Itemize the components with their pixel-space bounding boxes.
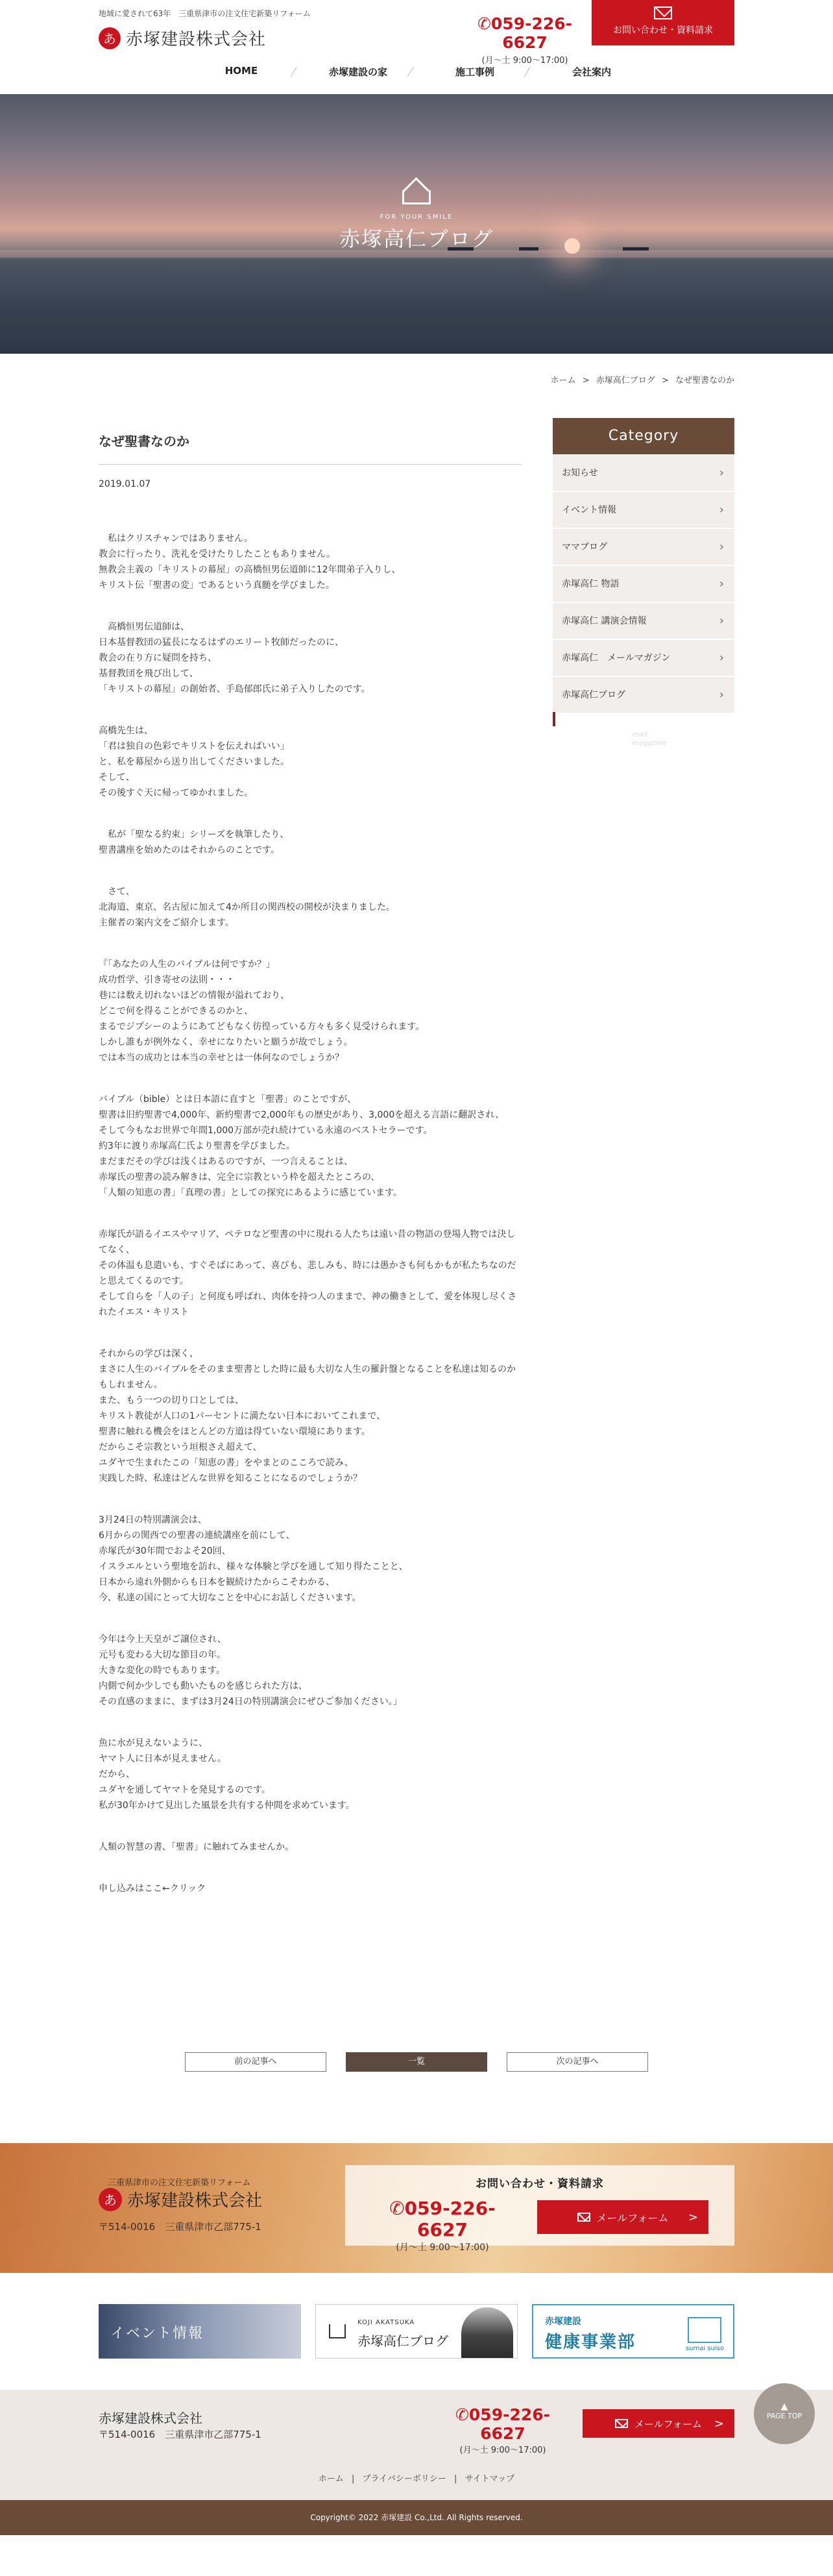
footer-link-privacy[interactable]: プライバシーポリシー (362, 2474, 446, 2484)
footer-phone[interactable] (441, 2405, 564, 2455)
page-top-button[interactable] (754, 2383, 815, 2444)
banner-small-text: mail magazine (632, 730, 667, 747)
breadcrumb-separator: > (582, 376, 590, 386)
article-paragraph: 私はクリスチャンではありません。 教会に行ったり、洗礼を受けたりしたこともありません。 無教会主義の「キリストの幕屋」の高橋恒男伝道師に12年間弟子入りし、 キリスト伝「聖書の変」であるという真髄を学びました。 (99, 534, 401, 591)
business-hours: (月〜土 9:00〜17:00) (396, 2242, 489, 2253)
contact-band-logo[interactable] (99, 2187, 262, 2211)
copyright: Copyright© 2022 赤塚建設 Co.,Ltd. All Rights reserved. (0, 2500, 833, 2535)
category-item-news[interactable]: お知らせ › (553, 455, 734, 491)
nav-house[interactable]: 赤塚建設の家 (300, 65, 416, 79)
header-tagline: 地域に愛されて63年 三重県津市の注文住宅新築リフォーム (99, 9, 311, 18)
health-banner-title: 健康事業部 (545, 2333, 636, 2352)
blog-banner-small: KOJI AKATSUKA (357, 2319, 415, 2326)
blog-banner-title: 赤塚高仁ブログ (357, 2333, 448, 2349)
main-content (99, 418, 734, 1922)
category-heading: Category (553, 418, 734, 454)
company-name: 赤塚建設株式会社 (127, 2191, 263, 2211)
sidebar (553, 418, 734, 1922)
logo-mark-icon: あ (99, 27, 121, 49)
mail-icon (615, 2419, 628, 2428)
logo-mark-icon: あ (99, 2188, 122, 2211)
article-paragraph: さて、 北海道、東京、名古屋に加えて4か所目の関西校の開校が決まりました。 主催者の案内文をご紹介します。 (99, 887, 395, 928)
article-body (99, 531, 522, 1896)
mail-form-button[interactable] (537, 2200, 708, 2234)
mail-form-label: メールフォーム (634, 2418, 702, 2430)
health-banner-brand: sumai suiso (685, 2345, 724, 2352)
health-banner[interactable] (532, 2304, 734, 2359)
phone-number: 059-226-6627 (468, 2405, 551, 2443)
breadcrumb-current: なぜ聖書なのか (675, 376, 734, 386)
nav-company[interactable]: 会社案内 (533, 65, 650, 79)
phone-number: 059-226-6627 (404, 2198, 496, 2240)
blog-banner[interactable] (315, 2304, 518, 2359)
category-item-mama-blog[interactable]: ママブログ › (553, 529, 734, 565)
phone-icon: ✆ (477, 14, 491, 33)
category-item-story[interactable]: 赤塚高仁 物語 › (553, 566, 734, 602)
category-item-blog[interactable]: 赤塚高仁ブログ › (553, 677, 734, 713)
house-icon (402, 190, 431, 204)
next-article-button[interactable]: 次の記事へ (507, 2052, 648, 2072)
mail-magazine-banner[interactable] (553, 712, 667, 948)
article-title: なぜ聖書なのか (99, 418, 522, 465)
company-address: 〒514-0016 三重県津市乙部775-1 (99, 2221, 261, 2233)
article-paragraph: 赤塚氏が語るイエスやマリア、ペテロなど聖書の中に現れる人たちは遠い昔の物語の登場人物では決してなく、 その体温も息遣いも、すぐそばにあって、喜びも、悲しみも、時には愚かさも何もかもが私たちなのだと思えてくるのです。 そして自らを「人の子」と何度も呼ばれ、肉体を持つ人のままで、神の働きとして、愛を体現し尽くされたイエス・キリスト (99, 1229, 517, 1318)
article-paragraph: 今年は今上天皇がご譲位され、 元号も変わる大切な節目の年。 大きな変化の時でもあります。 内側で何か少しでも動いたものを感じられた方は、 その直感のままに、まずは3月24日の特別講演会にぜひご参加ください。」 (99, 1634, 402, 1707)
apply-link[interactable]: 申し込みはここ←クリック (99, 1883, 206, 1894)
footer-link-separator: | (352, 2474, 355, 2484)
phone-icon: ✆ (455, 2405, 469, 2424)
prev-article-button[interactable]: 前の記事へ (185, 2052, 326, 2072)
category-item-mail-magazine[interactable]: 赤塚高仁 メールマガジン › (553, 640, 734, 676)
article (99, 418, 522, 1922)
business-hours: (月〜土 9:00〜17:00) (481, 56, 568, 66)
phone-number: 059-226-6627 (490, 14, 573, 52)
article-paragraph: 私が「聖なる約束」シリーズを執筆したり、 聖書講座を始めたのはそれからのことです。 (99, 829, 289, 855)
page-top-label: PAGE TOP (766, 2412, 803, 2420)
site-footer (0, 2390, 833, 2500)
site-logo[interactable] (99, 26, 266, 50)
breadcrumb-separator: > (661, 376, 669, 386)
company-name: 赤塚建設株式会社 (126, 30, 267, 49)
article-paragraph: 高橋先生は、 「君は独自の色彩でキリストを伝えればいい」 と、私を幕屋から送り出してくださいました。 そして、 その後すぐ天に帰ってゆかれました。 (99, 726, 289, 798)
banner-title: 赤塚高仁 メールマガジン (564, 744, 578, 948)
breadcrumb-home[interactable]: ホーム (550, 376, 576, 386)
contact-band-tagline: 三重県津市の注文住宅新築リフォーム (108, 2178, 251, 2188)
hero-banner (0, 94, 833, 354)
list-button[interactable]: 一覧 (346, 2052, 487, 2072)
footer-mail-form-button[interactable] (583, 2409, 734, 2438)
article-paragraph: 『「あなたの人生のバイブルは何ですか？」 成功哲学、引き寄せの法則・・・ 巷には数え切れないほどの情報が溢れており、 どこで何を得ることができるのかと、 まるでジプシーのようにあてどもなく彷徨っている方々も多く見受けられます。 しかし誰もが例外なく、幸せになりたいと願うが故でしょう。 では本当の成功とは本当の幸せとは一体何なのでしょうか？ (99, 959, 425, 1063)
house-bath-icon (688, 2317, 721, 2343)
nav-home[interactable]: HOME (224, 65, 258, 77)
article-paragraph: バイブル（bible）とは日本語に直すと「聖書」のことですが、 聖書は旧約聖書で4,000年、新約聖書で2,000年もの歴史があり、3,000を超える言語に翻訳され、 そして今もなお世界で年間1,000万部が売れ続けている永遠のベストセラーです。 約3年に渡り赤塚高仁氏より聖書を学びました。 まだまだその学びは浅くはあるのですが、一つ言えることは、 赤塚氏の聖書の読み解きは、完全に宗教という枠を超えたところの、 「人類の知恵の書」「真理の書」としての探究にあるように感じています。 (99, 1094, 505, 1198)
header-contact-label: お問い合わせ・資料請求 (613, 25, 713, 36)
article-paragraph: 3月24日の特別講演会は、 6月からの関西での聖書の連続講座を前にして、 赤塚氏が30年間でおよそ20回、 イスラエルという聖地を訪れ、様々な体験と学びを通して知り得たことと、 日本から遠れ外側からも日本を観続けたからこそわかる、 今、私達の国にとって大切なことを中心にお話しくださいます。 (99, 1515, 408, 1603)
health-banner-small: 赤塚建設 (545, 2316, 581, 2327)
global-nav (0, 65, 833, 79)
contact-band (0, 2143, 833, 2273)
footer-link-home[interactable]: ホーム (318, 2474, 344, 2484)
phone-icon: ✆ (389, 2198, 405, 2219)
breadcrumb-blog[interactable]: 赤塚高仁ブログ (596, 376, 655, 386)
portrait-photo (461, 2307, 513, 2358)
breadcrumb (99, 354, 734, 386)
article-paragraph: 高橋恒男伝道師は、 日本基督教団の猛長になるはずのエリート牧師だったのに、 教会の在り方に疑問を持ち、 基督教団を飛び出して、 「キリストの幕屋」の創始者、手島郁郎氏に弟子入りしたのです。 (99, 622, 370, 694)
article-date: 2019.01.07 (99, 479, 151, 489)
footer-link-sitemap[interactable]: サイトマップ (465, 2474, 515, 2484)
header-phone[interactable] (463, 14, 586, 66)
header-contact-button[interactable] (592, 0, 734, 45)
event-banner[interactable] (99, 2304, 301, 2359)
banner-row (0, 2304, 833, 2359)
business-hours: (月〜土 9:00〜17:00) (459, 2446, 546, 2455)
footer-company-name: 赤塚建設株式会社 (99, 2410, 202, 2426)
chevron-right-icon: > (714, 2416, 724, 2431)
hero-title: 赤塚高仁ブログ (339, 227, 494, 251)
chevron-right-icon: > (688, 2210, 698, 2224)
category-item-events[interactable]: イベント情報 › (553, 492, 734, 528)
mail-icon (654, 6, 672, 19)
house-icon (329, 2324, 346, 2338)
footer-links (0, 2472, 833, 2484)
article-paragraph: それからの学びは深く、 まさに人生のバイブルをそのまま聖書とした時に最も大切な人生の羅針盤となることを私達は知るのかもしれません。 また、もう一つの切り口としては、 キリスト教徒が人口の1パーセントに満たない日本においてこれまで、 聖書に触れる機会をほとんどの方道は得ていない環境にあります。 だからこそ宗教という垣根さえ超えて、 ユダヤで生まれたこの「知恵の書」をやまとのこころで読み、 実践した時、私達はどんな世界を知ることになるのでしょうか？ (99, 1349, 516, 1484)
article-pager (0, 2052, 833, 2072)
footer-link-separator: | (454, 2474, 457, 2484)
category-item-lectures[interactable]: 赤塚高仁 講演会情報 › (553, 603, 734, 639)
hero-subtitle: FOR YOUR SMILE (380, 214, 453, 221)
contact-box (345, 2165, 734, 2253)
contact-phone[interactable] (371, 2198, 514, 2253)
mail-icon (577, 2213, 590, 2222)
article-paragraph: 魚に水が見えないように、 ヤマト人に日本が見えません。 だから、 ユダヤを通してヤマトを発見するのです。 私が30年かけて見出した風景を共有する仲間を求めています。 (99, 1738, 355, 1811)
nav-works[interactable]: 施工事例 (416, 65, 533, 79)
mail-form-label: メールフォーム (596, 2211, 669, 2224)
event-banner-label: イベント情報 (110, 2325, 204, 2342)
contact-box-title: お問い合わせ・資料請求 (476, 2177, 604, 2190)
arrow-up-icon: ▲ (780, 2401, 788, 2412)
footer-address: 〒514-0016 三重県津市乙部775-1 (99, 2429, 261, 2440)
article-paragraph: 人類の智慧の書、「聖書」に触れてみませんか。 (99, 1842, 294, 1852)
site-header (0, 0, 833, 94)
